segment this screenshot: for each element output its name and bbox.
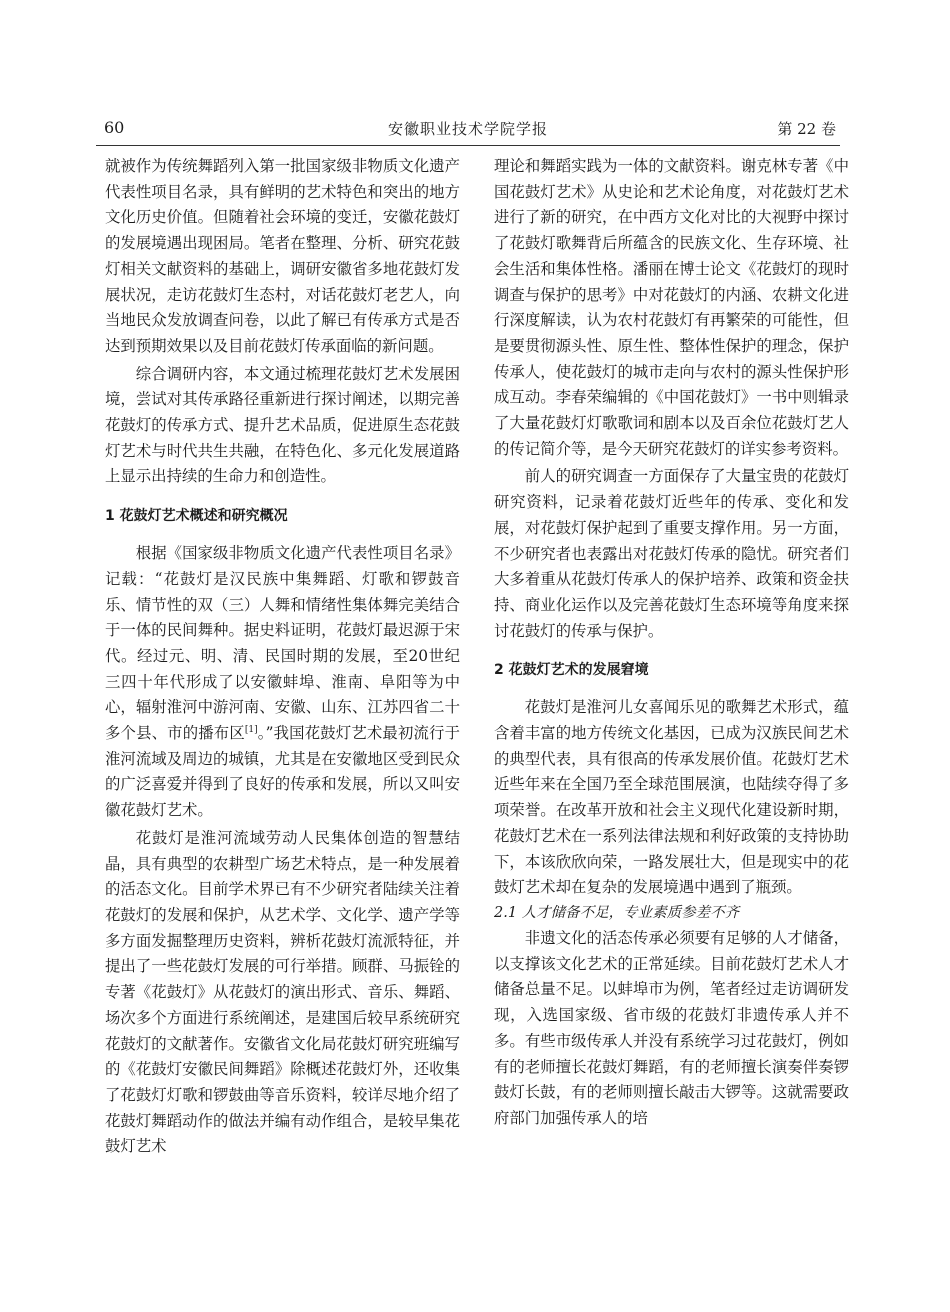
subsection-heading: 2.1 人才储备不足，专业素质参差不齐 <box>494 904 740 921</box>
paragraph-text: 根据《国家级非物质文化遗产代表性项目名录》记载：“花鼓灯是汉民族中集舞蹈、灯歌和锣鼓音乐、情节性的双（三）人舞和情绪性集体舞完美结合于一体的民间舞种。据史料证明，花鼓灯最迟源于宋代。经过元、明、清、民国时期的发展，至20世纪三四十年代形成了以安徽蚌埠、淮南、阜阳等为中心，辐射淮河中游河南、安徽、山东、江苏四省二十多个县、市的播布区 <box>105 544 460 743</box>
running-header <box>96 118 840 146</box>
volume-label: 第 22 卷 <box>777 120 836 138</box>
journal-title: 安徽职业技术学院学报 <box>387 120 548 138</box>
paragraph: 花鼓灯是淮河儿女喜闻乐见的歌舞艺术形式，蕴含着丰富的地方传统文化基因，已成为汉族民间艺术的典型代表，具有很高的传承发展价值。花鼓灯艺术近些年来在全国乃至全球范围展演，也陆续夺得了多项荣誉。在改革开放和社会主义现代化建设新时期，花鼓灯艺术在一系列法律法规和利好政策的支持协助下，本该欣欣向荣，一路发展壮大，但是现实中的花鼓灯艺术却在复杂的发展境遇中遇到了瓶颈。 <box>494 698 849 897</box>
right-column <box>494 154 849 1132</box>
paragraph-text: 。”我国花鼓灯艺术最初流行于淮河流域及周边的城镇，尤其是在安徽地区受到民众的广泛喜爱并得到了良好的传承和发展，所以又叫安徽花鼓灯艺术。 <box>105 724 460 820</box>
paragraph: 花鼓灯是淮河流域劳动人民集体创造的智慧结晶，具有典型的农耕型广场艺术特点，是一种发展着的活态文化。目前学术界已有不少研究者陆续关注着花鼓灯的发展和保护，从艺术学、文化学、遗产学等多方面发掘整理历史资料，辨析花鼓灯流派特征，并提出了一些花鼓灯发展的可行举措。顾群、马振铨的专著《花鼓灯》从花鼓灯的演出形式、音乐、舞蹈、场次多个方面进行系统阐述，是建国后较早系统研究花鼓灯的文献著作。安徽省文化局花鼓灯研究班编写的《花鼓灯安徽民间舞蹈》除概述花鼓灯外，还收集了花鼓灯灯歌和锣鼓曲等音乐资料，较详尽地介绍了花鼓灯舞蹈动作的做法并编有动作组合，是较早集花鼓灯艺术 <box>105 828 460 1156</box>
citation-ref[interactable]: [1] <box>244 724 258 735</box>
header-rule <box>96 145 840 146</box>
left-column <box>105 154 460 1160</box>
paragraph: 前人的研究调查一方面保存了大量宝贵的花鼓灯研究资料，记录着花鼓灯近些年的传承、变化和发展，对花鼓灯保护起到了重要支撑作用。另一方面，不少研究者也表露出对花鼓灯传承的隐忧。研究者们大多着重从花鼓灯传承人的保护培养、政策和资金扶持、商业化运作以及完善花鼓灯生态环境等角度来探讨花鼓灯的传承与保护。 <box>494 467 849 640</box>
page-number: 60 <box>104 118 125 137</box>
paragraph: 就被作为传统舞蹈列入第一批国家级非物质文化遗产代表性项目名录，具有鲜明的艺术特色和突出的地方文化历史价值。但随着社会环境的变迁，安徽花鼓灯的发展境遇出现困局。笔者在整理、分析、研究花鼓灯相关文献资料的基础上，调研安徽省多地花鼓灯发展状况，走访花鼓灯生态村，对话花鼓灯老艺人，向当地民众发放调查问卷，以此了解已有传承方式是否达到预期效果以及目前花鼓灯传承面临的新问题。 <box>105 157 460 355</box>
paragraph: 非遗文化的活态传承必须要有足够的人才储备，以支撑该文化艺术的正常延续。目前花鼓灯艺术人才储备总量不足。以蚌埠市为例，笔者经过走访调研发现，入选国家级、省市级的花鼓灯非遗传承人并不多。有些市级传承人并没有系统学习过花鼓灯，例如有的老师擅长花鼓灯舞蹈，有的老师擅长演奏伴奏锣鼓灯长鼓，有的老师则擅长敲击大锣等。这就需要政府部门加强传承人的培 <box>494 928 849 1127</box>
paragraph: 理论和舞蹈实践为一体的文献资料。谢克林专著《中国花鼓灯艺术》从史论和艺术论角度，对花鼓灯艺术进行了新的研究，在中西方文化对比的大视野中探讨了花鼓灯歌舞背后所蕴含的民族文化、生存环境、社会生活和集体性格。潘丽在博士论文《花鼓灯的现时调查与保护的思考》中对花鼓灯的内涵、农耕文化进行深度解读，认为农村花鼓灯有再繁荣的可能性，但是要贯彻源头性、原生性、整体性保护的理念，保护传承人，使花鼓灯的城市走向与农村的源头性保护形成互动。李春荣编辑的《中国花鼓灯》一书中则辑录了大量花鼓灯灯歌歌词和剧本以及百余位花鼓灯艺人的传记简介等，是今天研究花鼓灯的详实参考资料。 <box>494 157 849 458</box>
paragraph <box>105 541 460 824</box>
paragraph: 综合调研内容，本文通过梳理花鼓灯艺术发展困境，尝试对其传承路径重新进行探讨阐述，以期完善花鼓灯的传承方式、提升艺术品质，促进原生态花鼓灯艺术与时代共生共融，在特色化、多元化发展道路上显示出持续的生命力和创造性。 <box>105 364 460 486</box>
section-heading: 2 花鼓灯艺术的发展窘境 <box>494 662 649 679</box>
section-heading: 1 花鼓灯艺术概述和研究概况 <box>105 508 288 525</box>
